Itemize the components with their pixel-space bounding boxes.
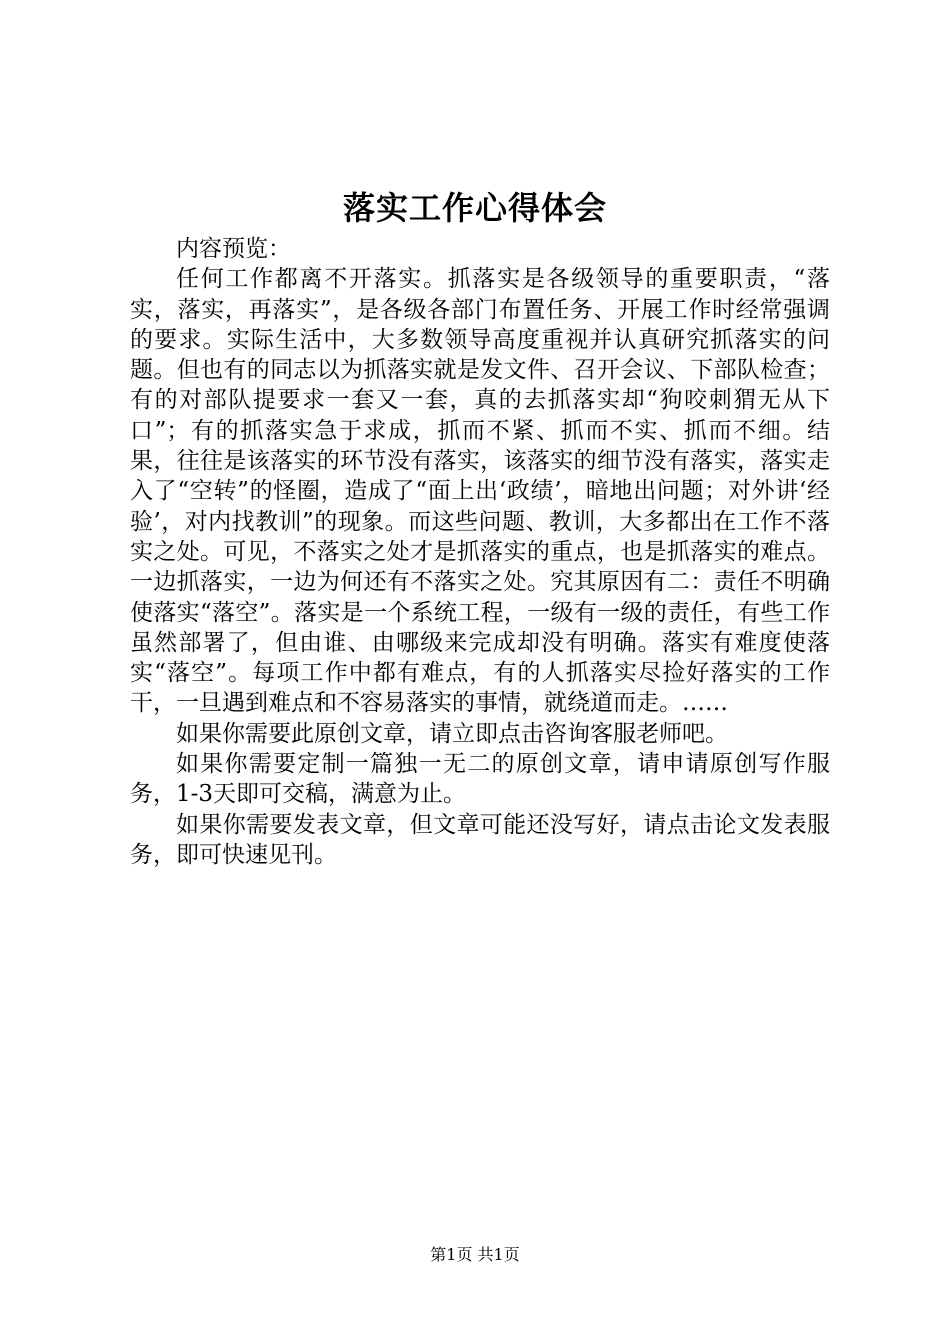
consult-link-paragraph[interactable]: 如果你需要此原创文章，请立即点击咨询客服老师吧。 (176, 720, 728, 747)
preview-label: 内容预览： (176, 236, 291, 262)
body-paragraph: 任何工作都离不开落实。抓落实是各级领导的重要职责，“落实，落实，再落实”，是各级各部门布置任务、开展工作时经常强调的要求。实际生活中，大多数领导高度重视并认真研究抓落实的问题。但也有的同志以为抓落实就是发文件、召开会议、下部队检查；有的对部队提要求一套又一套，真的去抓落实却“狗咬刺猬无从下口”；有的抓落实急于求成，抓而不紧、抓而不实、抓而不细。结果，往往是该落实的环节没有落实，该落实的细节没有落实，落实走入了“空转”的怪圈，造成了“面上出‘政绩’，暗地出问题；对外讲‘经验’，对内找教训”的现象。而这些问题、教训，大多都出在工作不落实之处。可见，不落实之处才是抓落实的重点，也是抓落实的难点。一边抓落实，一边为何还有不落实之处。究其原因有二：责任不明确使落实“落空”。落实是一个系统工程，一级有一级的责任，有些工作虽然部署了，但由谁、由哪级来完成却没有明确。落实有难度使落实“落空”。每项工作中都有难点，有的人抓落实尽捡好落实的工作干，一旦遇到难点和不容易落实的事情，就绕道而走。…… (130, 266, 830, 717)
page-number-footer: 第1页 共1页 (430, 1245, 520, 1264)
document-body (130, 234, 830, 870)
custom-writing-paragraph[interactable]: 如果你需要定制一篇独一无二的原创文章，请申请原创写作服务，1-3天即可交稿，满意为止。 (130, 751, 830, 808)
publish-service-paragraph[interactable]: 如果你需要发表文章，但文章可能还没写好，请点击论文发表服务，即可快速见刊。 (130, 811, 830, 868)
document-title: 落实工作心得体会 (342, 189, 607, 227)
